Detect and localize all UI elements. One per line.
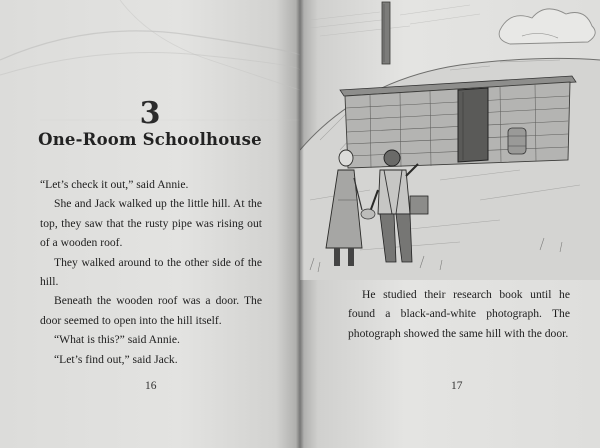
chapter-number: 3	[139, 96, 161, 131]
right-page-body	[348, 285, 570, 343]
right-page	[300, 0, 600, 448]
book-gutter	[296, 0, 304, 448]
chapter-title: One-Room Schoolhouse	[38, 130, 262, 149]
paragraph: She and Jack walked up the little hill. At the top, they saw that the rusty pipe was rising out of a wooden roof.	[40, 197, 262, 250]
page-number: 16	[145, 380, 157, 392]
paragraph: He studied their research book until he found a black-and-white photograph. The photograph showed the same hill with the door.	[348, 288, 570, 340]
paragraph: “Let’s check it out,” said Annie.	[40, 178, 189, 191]
paragraph: They walked around to the other side of the hill.	[40, 255, 262, 289]
paragraph: Beneath the wooden roof was a door. The door seemed to open into the hill itself.	[40, 294, 262, 327]
page-number: 17	[451, 380, 463, 392]
paragraph: “Let’s find out,” said Jack.	[54, 352, 178, 366]
paragraph: “What is this?” said Annie.	[54, 333, 180, 347]
left-page-body	[40, 175, 262, 369]
sod-house-illustration	[300, 0, 600, 280]
